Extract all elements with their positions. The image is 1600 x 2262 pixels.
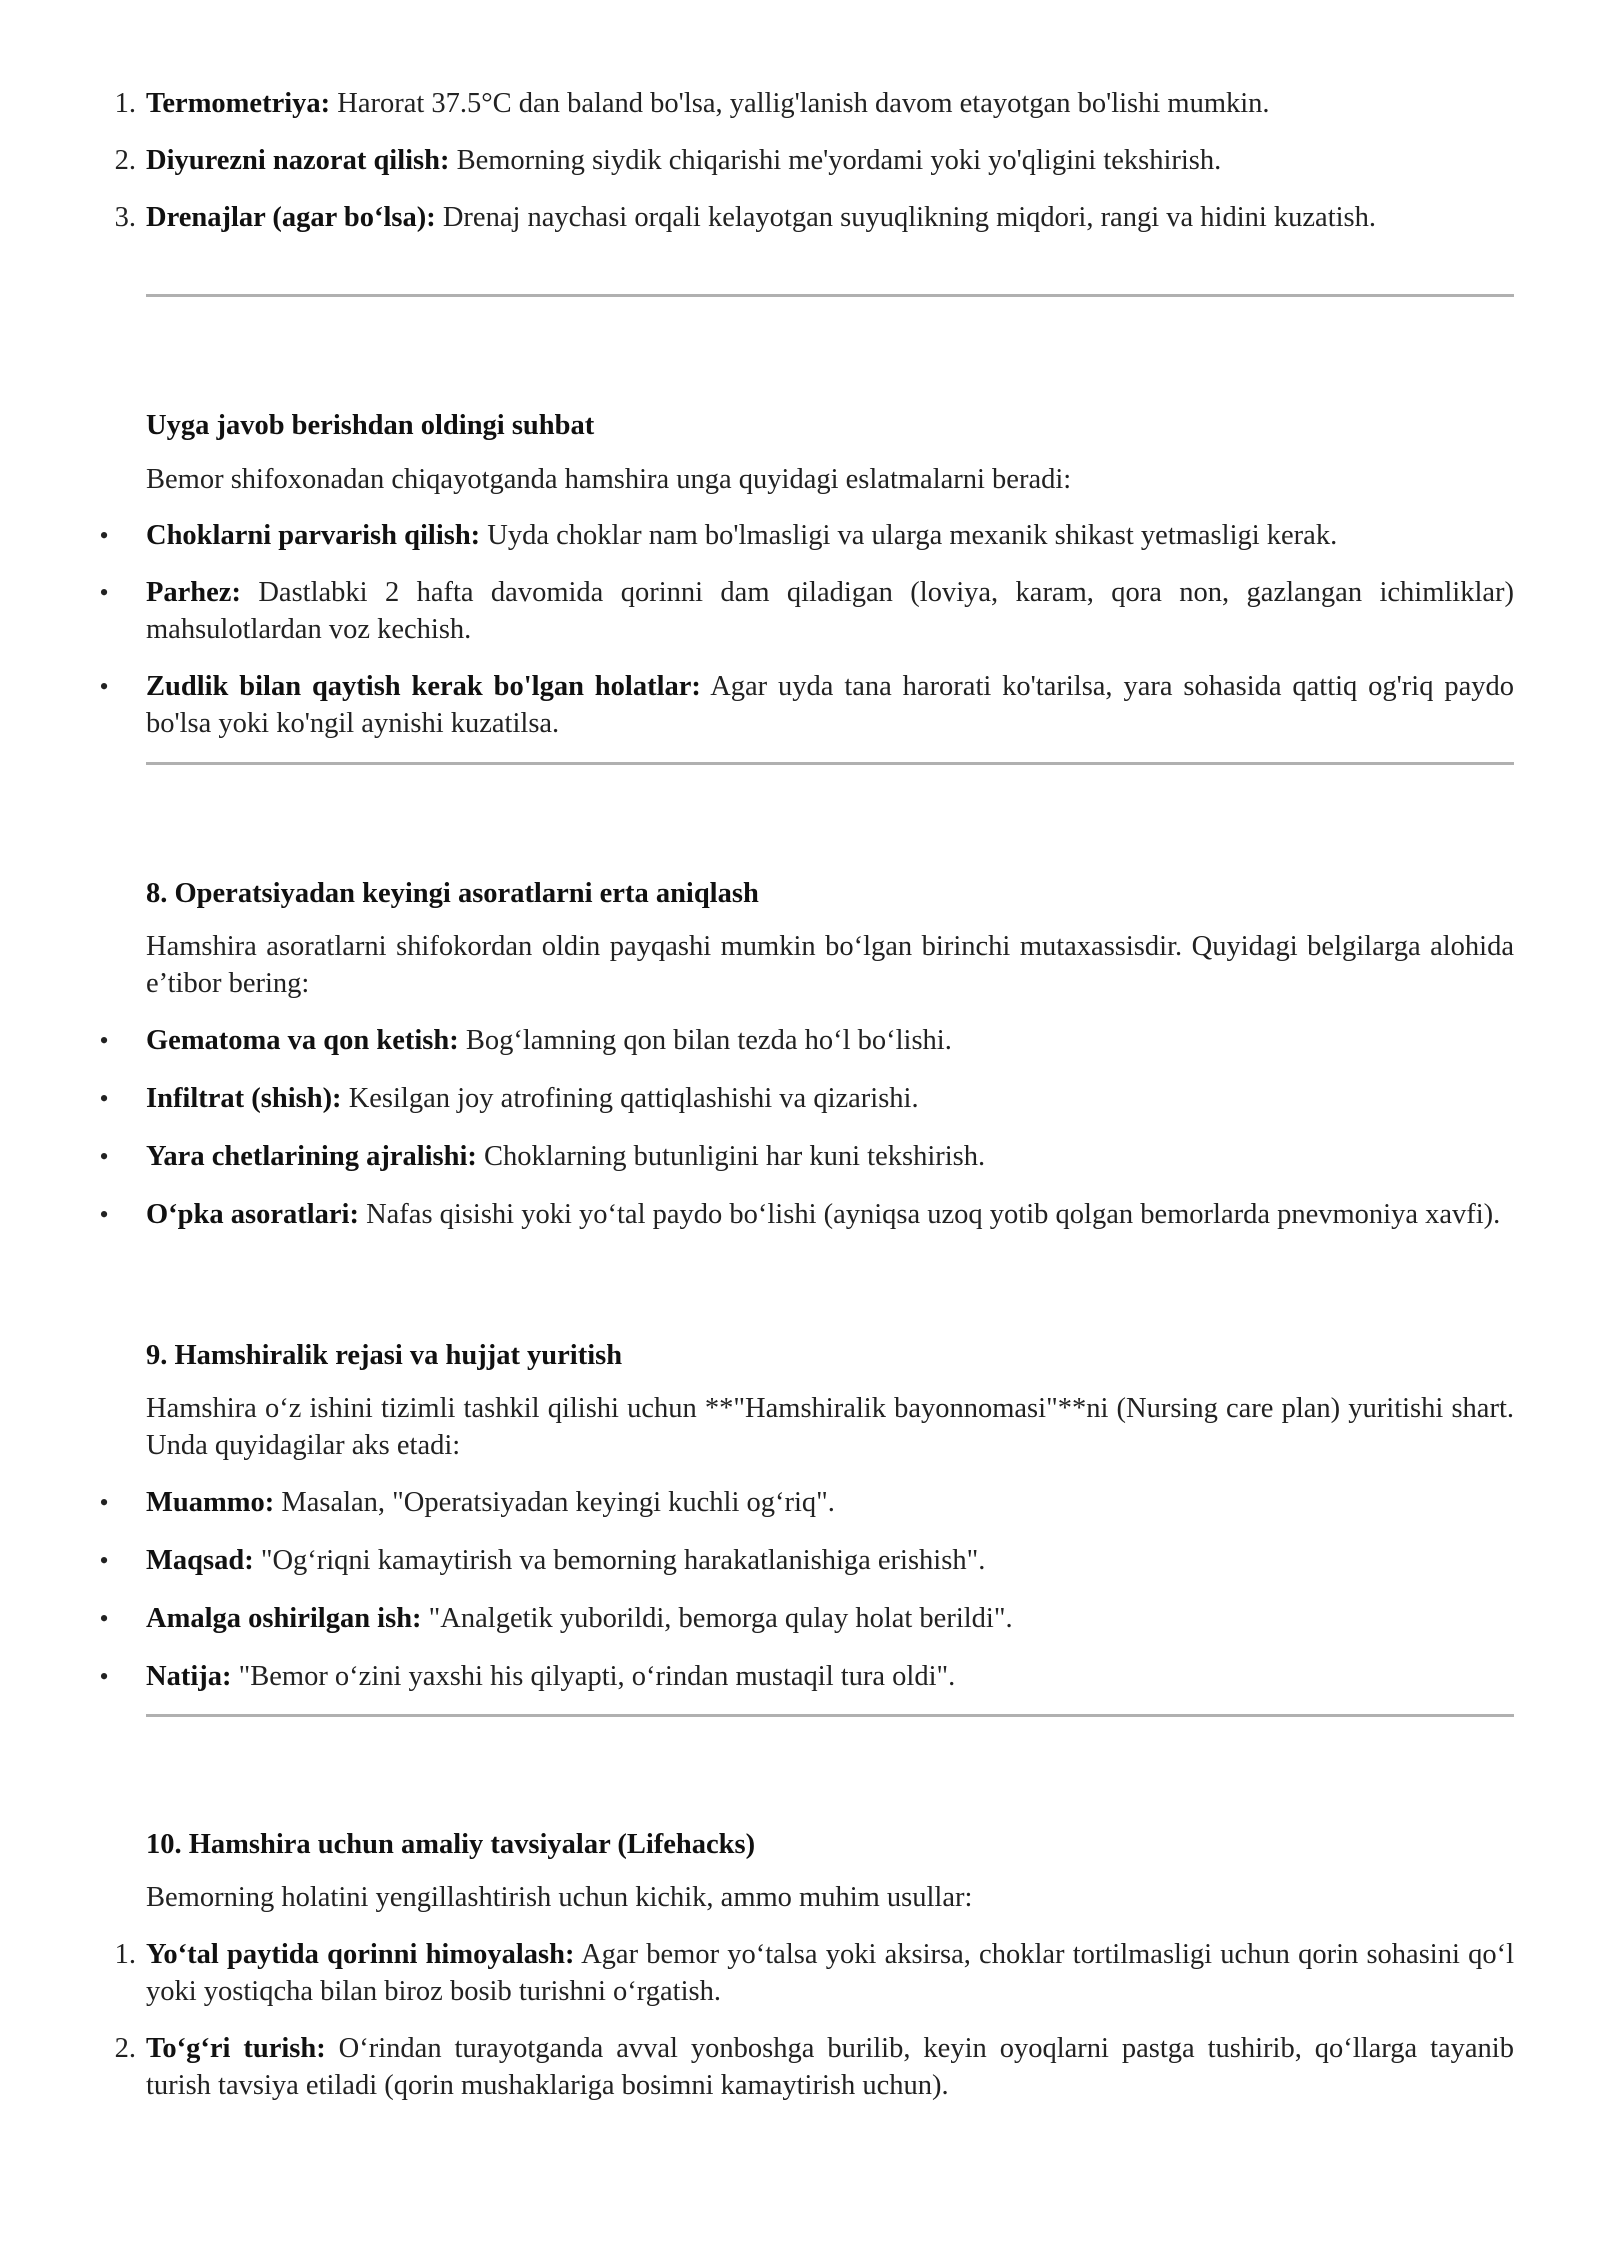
item-term: Termometriya: <box>146 88 331 119</box>
bullet-marker: • <box>99 1546 109 1575</box>
list-marker: 1. <box>114 88 136 119</box>
item-term: Choklarni parvarish qilish: <box>146 520 481 551</box>
item-text: O‘rindan turayotganda avval yonboshga burilib, keyin oyoqlarni pastga tushirib, qo‘llarga tayanib turish tavsiya etiladi (qorin mushaklariga bosimni kamaytirish uchun). <box>146 2033 1514 2101</box>
complications-list <box>99 1022 1514 1233</box>
section-intro: Hamshira o‘z ishini tizimli tashkil qilishi uchun **"Hamshiralik bayonnomasi"**ni (Nursing care plan) yuritishi shart. Unda quyidagilar aks etadi: <box>146 1393 1514 1461</box>
item-text: Bemorning siydik chiqarishi me'yordami yoki yo'qligini tekshirish. <box>449 145 1222 176</box>
section-heading: Uyga javob berishdan oldingi suhbat <box>146 410 595 441</box>
list-marker: 3. <box>114 202 136 233</box>
divider <box>146 1714 1514 1717</box>
item-text: "Bemor o‘zini yaxshi his qilyapti, o‘rindan mustaqil tura oldi". <box>231 1661 956 1692</box>
item-term: Yo‘tal paytida qorinni himoyalash: <box>146 1939 575 1970</box>
list-item <box>99 1484 1514 1521</box>
list-item <box>99 1196 1514 1233</box>
bullet-marker: • <box>99 1084 109 1113</box>
nursing-plan-list <box>99 1484 1514 1695</box>
divider <box>146 762 1514 765</box>
section-heading: 9. Hamshiralik rejasi va hujjat yuritish <box>146 1340 623 1371</box>
item-text: Masalan, "Operatsiyadan keyingi kuchli og‘riq". <box>274 1487 835 1518</box>
list-marker: 1. <box>114 1939 136 1970</box>
bullet-marker: • <box>99 578 109 607</box>
list-item <box>99 1542 1514 1579</box>
section-intro: Hamshira asoratlarni shifokordan oldin payqashi mumkin bo‘lgan birinchi mutaxassisdir. Quyidagi belgilarga alohida e’tibor bering: <box>146 931 1514 999</box>
bullet-marker: • <box>99 1662 109 1691</box>
bullet-marker: • <box>99 1142 109 1171</box>
item-text: "Analgetik yuborildi, bemorga qulay holat berildi". <box>421 1603 1013 1634</box>
list-item <box>114 142 1514 179</box>
bullet-marker: • <box>99 672 109 701</box>
item-term: Drenajlar (agar bo‘lsa): <box>146 202 436 233</box>
discharge-list <box>99 517 1514 742</box>
item-text: Nafas qisishi yoki yo‘tal paydo bo‘lishi (ayniqsa uzoq yotib qolgan bemorlarda pnevmoniya xavfi). <box>358 1199 1501 1230</box>
item-text: Agar bemor yo‘talsa yoki aksirsa, choklar tortilmasligi uchun qorin sohasini qo‘l yoki yostiqcha bilan biroz bosib turishni o‘rgatish. <box>146 1939 1514 2007</box>
monitoring-list <box>114 85 1514 236</box>
item-term: To‘g‘ri turish: <box>146 2033 326 2064</box>
section-heading: 8. Operatsiyadan keyingi asoratlarni erta aniqlash <box>146 878 759 909</box>
item-term: Infiltrat (shish): <box>146 1083 342 1114</box>
item-term: Maqsad: <box>146 1545 254 1576</box>
item-term: Muammo: <box>146 1487 275 1518</box>
list-item <box>114 85 1514 122</box>
item-text: Bog‘lamning qon bilan tezda ho‘l bo‘lishi. <box>458 1025 952 1056</box>
item-text: Dastlabki 2 hafta davomida qorinni dam qiladigan (loviya, karam, qora non, gazlangan ichimliklar) mahsulotlardan voz kechish. <box>146 577 1514 645</box>
item-term: Yara chetlarining ajralishi: <box>146 1141 477 1172</box>
item-term: O‘pka asoratlari: <box>146 1199 359 1230</box>
list-item <box>114 199 1514 236</box>
list-item <box>99 1600 1514 1637</box>
list-item <box>99 1658 1514 1695</box>
bullet-marker: • <box>99 521 109 550</box>
item-text: Harorat 37.5°C dan baland bo'lsa, yallig'lanish davom etayotgan bo'lishi mumkin. <box>330 88 1270 119</box>
section-heading: 10. Hamshira uchun amaliy tavsiyalar (Lifehacks) <box>146 1829 756 1860</box>
item-text: Agar uyda tana harorati ko'tarilsa, yara sohasida qattiq og'riq paydo bo'lsa yoki ko'ngil aynishi kuzatilsa. <box>146 671 1514 739</box>
list-item <box>99 1022 1514 1059</box>
list-item <box>114 2030 1514 2104</box>
lifehacks-list <box>114 1936 1514 2104</box>
bullet-marker: • <box>99 1604 109 1633</box>
item-text: "Og‘riqni kamaytirish va bemorning harakatlanishiga erishish". <box>253 1545 986 1576</box>
item-term: Zudlik bilan qaytish kerak bo'lgan holatlar: <box>146 671 701 702</box>
item-text: Kesilgan joy atrofining qattiqlashishi va qizarishi. <box>341 1083 919 1114</box>
list-item <box>114 1936 1514 2010</box>
item-term: Parhez: <box>146 577 241 608</box>
list-item <box>99 517 1514 554</box>
bullet-marker: • <box>99 1026 109 1055</box>
item-text: Drenaj naychasi orqali kelayotgan suyuqlikning miqdori, rangi va hidini kuzatish. <box>435 202 1377 233</box>
item-text: Uyda choklar nam bo'lmasligi va ularga mexanik shikast yetmasligi kerak. <box>480 520 1338 551</box>
item-term: Diyurezni nazorat qilish: <box>146 145 450 176</box>
item-text: Choklarning butunligini har kuni tekshirish. <box>476 1141 986 1172</box>
list-item <box>99 1080 1514 1117</box>
list-item <box>99 1138 1514 1175</box>
section-intro: Bemorning holatini yengillashtirish uchun kichik, ammo muhim usullar: <box>146 1882 973 1913</box>
list-marker: 2. <box>114 145 136 176</box>
divider <box>146 294 1514 297</box>
item-term: Amalga oshirilgan ish: <box>146 1603 422 1634</box>
section-intro: Bemor shifoxonadan chiqayotganda hamshira unga quyidagi eslatmalarni beradi: <box>146 464 1072 495</box>
bullet-marker: • <box>99 1488 109 1517</box>
item-term: Gematoma va qon ketish: <box>146 1025 459 1056</box>
bullet-marker: • <box>99 1200 109 1229</box>
list-item <box>99 574 1514 648</box>
list-marker: 2. <box>114 2033 136 2064</box>
item-term: Natija: <box>146 1661 232 1692</box>
list-item <box>99 668 1514 742</box>
